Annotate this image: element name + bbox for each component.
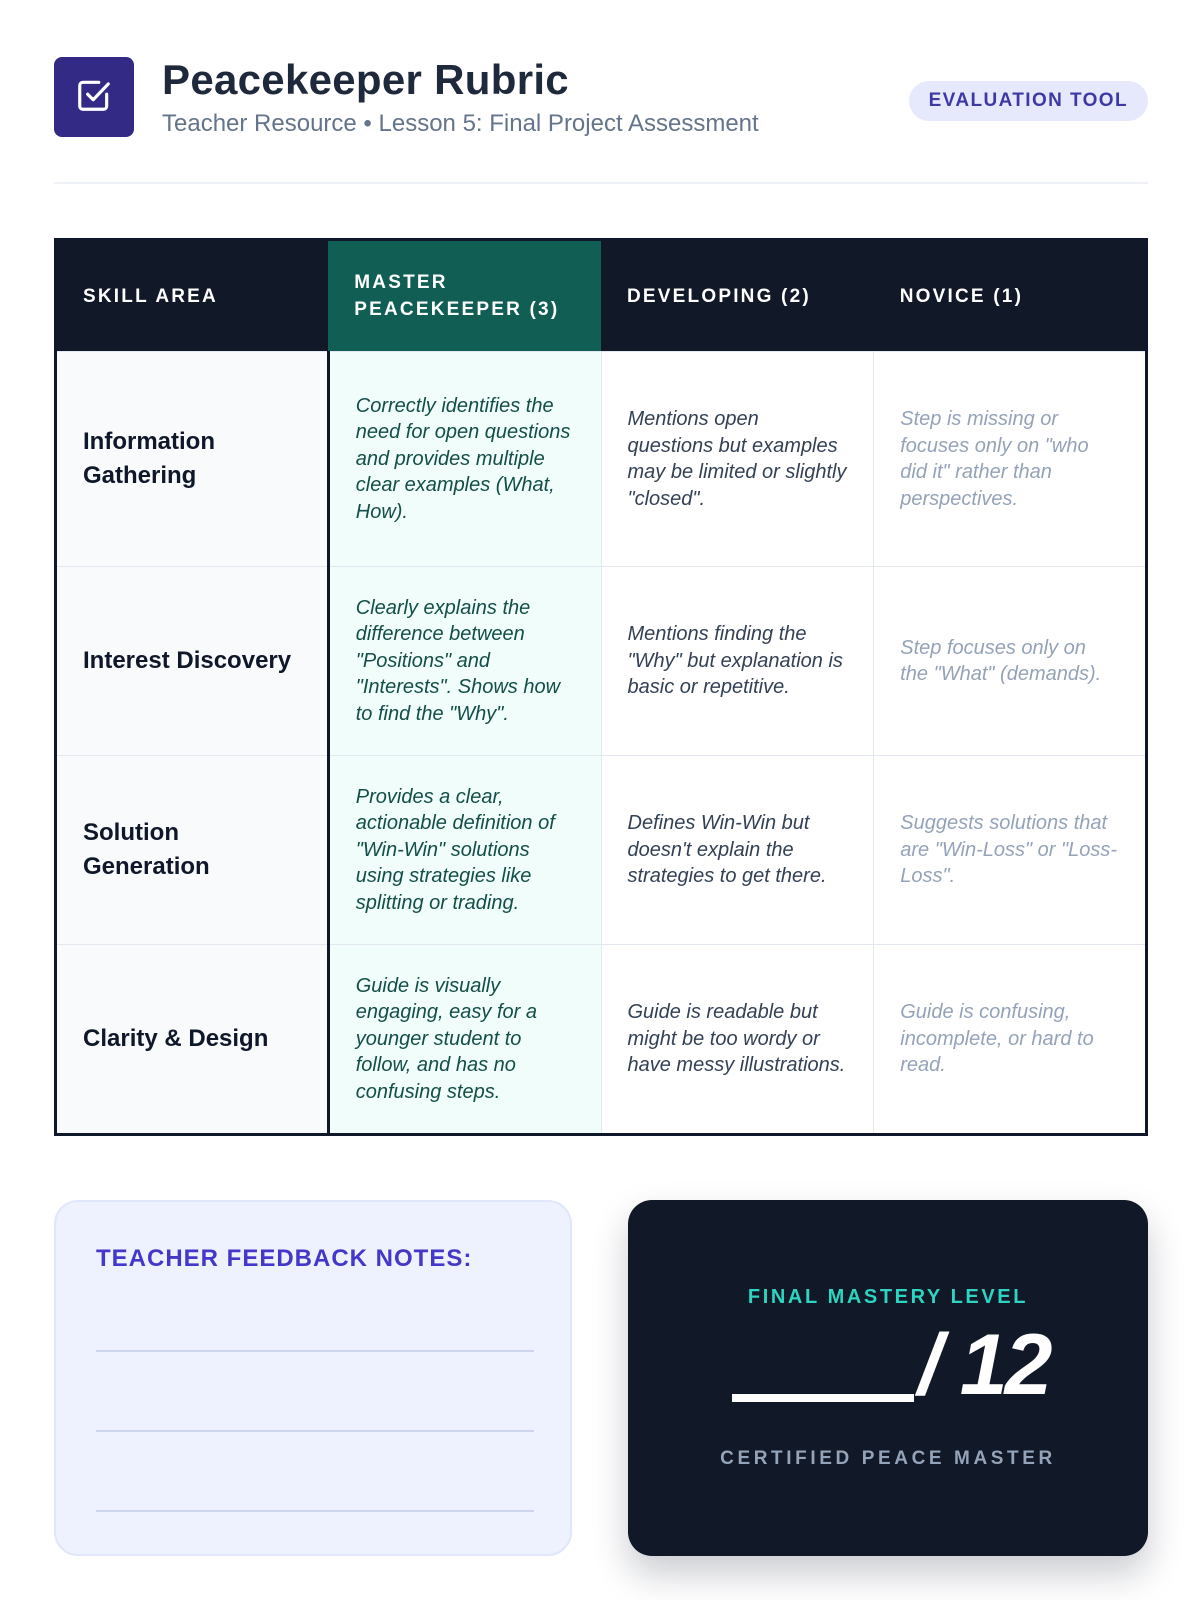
rubric-row (56, 567, 1147, 756)
novice-criteria-cell: Step focuses only on the "What" (demands). (874, 567, 1147, 756)
skill-area-cell: Solution Generation (56, 756, 329, 945)
rubric-row (56, 756, 1147, 945)
page-subtitle: Teacher Resource • Lesson 5: Final Project Assessment (162, 110, 759, 137)
checkbox-icon (75, 76, 113, 119)
novice-criteria-cell: Guide is confusing, incomplete, or hard to read. (874, 945, 1147, 1135)
rubric-row (56, 352, 1147, 567)
rubric-page (54, 0, 1148, 1469)
developing-criteria-cell: Guide is readable but might be too wordy or have messy illustrations. (601, 945, 874, 1135)
feedback-writing-line (96, 1510, 534, 1512)
score-total: / 12 (918, 1317, 1050, 1413)
page-header (54, 0, 1148, 184)
teacher-feedback-box (54, 1200, 572, 1556)
skill-area-cell: Clarity & Design (56, 945, 329, 1135)
column-header-developing: DEVELOPING (2) (601, 240, 874, 352)
master-criteria-cell: Provides a clear, actionable definition of "Win-Win" solutions using strategies like splitting or trading. (328, 756, 601, 945)
feedback-writing-line (96, 1350, 534, 1352)
mastery-level-label: FINAL MASTERY LEVEL (747, 1286, 1029, 1308)
master-criteria-cell: Correctly identifies the need for open questions and provides multiple clear examples (What, How). (328, 352, 601, 567)
logo (54, 57, 134, 137)
feedback-title: TEACHER FEEDBACK NOTES: (96, 1245, 473, 1272)
feedback-writing-line (96, 1430, 534, 1432)
final-mastery-card (628, 1200, 1148, 1556)
rubric-row (56, 945, 1147, 1135)
rubric-table (54, 238, 1148, 1136)
master-criteria-cell: Clearly explains the difference between "Positions" and "Interests". Shows how to find the "Why". (328, 567, 601, 756)
developing-criteria-cell: Mentions open questions but examples may be limited or slightly "closed". (601, 352, 874, 567)
score-blank-line (732, 1394, 914, 1402)
developing-criteria-cell: Mentions finding the "Why" but explanation is basic or repetitive. (601, 567, 874, 756)
column-header-skill-area: SKILL AREA (56, 240, 329, 352)
page-title: Peacekeeper Rubric (162, 56, 569, 103)
skill-area-cell: Interest Discovery (56, 567, 329, 756)
column-header-master: MASTER PEACEKEEPER (3) (328, 240, 601, 352)
rubric-header-row (56, 240, 1147, 352)
skill-area-cell: Information Gathering (56, 352, 329, 567)
column-header-novice: NOVICE (1) (874, 240, 1147, 352)
certification-label: CERTIFIED PEACE MASTER (720, 1448, 1056, 1469)
novice-criteria-cell: Step is missing or focuses only on "who did it" rather than perspectives. (874, 352, 1147, 567)
evaluation-tool-badge: EVALUATION TOOL (909, 81, 1148, 121)
novice-criteria-cell: Suggests solutions that are "Win-Loss" or "Loss-Loss". (874, 756, 1147, 945)
developing-criteria-cell: Defines Win-Win but doesn't explain the strategies to get there. (601, 756, 874, 945)
master-criteria-cell: Guide is visually engaging, easy for a younger student to follow, and has no confusing steps. (328, 945, 601, 1135)
